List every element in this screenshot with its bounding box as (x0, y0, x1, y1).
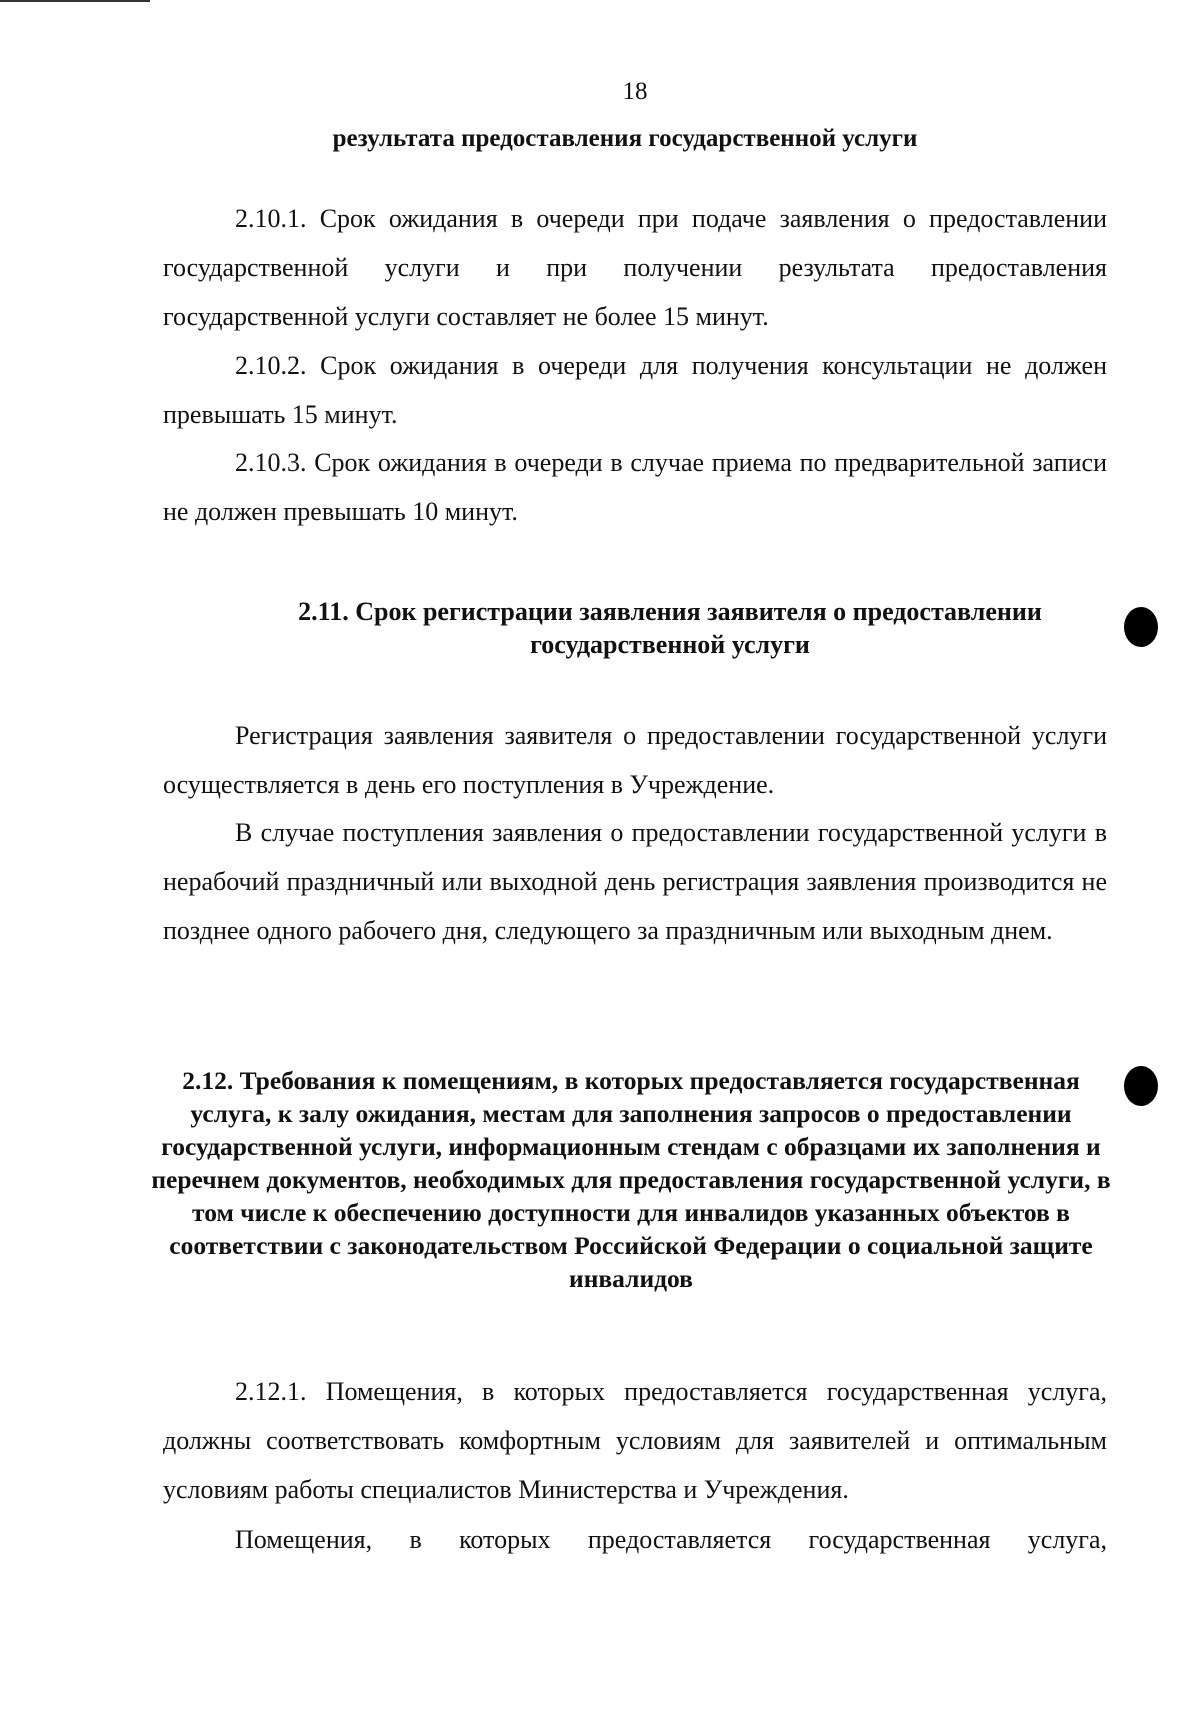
section-heading-2-12: 2.12. Требования к помещениям, в которых предоставляется государственная услуга, к залу ожидания, местам для заполнения запросов о предоставлении государственной услуги, информационным стендам с образцами их заполнения и перечнем документов, необходимых для предоставления государственной услуги, в том числе к обеспечению доступности для инвалидов указанных объектов в соответствии с законодательством Российской Федерации о социальной защите инвалидов (151, 1066, 1111, 1293)
paragraph-registration-2: В случае поступления заявления о предоставлении государственной услуги в нерабочий праздничный или выходной день регистрация заявления производится не позднее одного рабочего дня, следующего за праздничным или выходным днем. (163, 818, 1107, 945)
scan-edge-mark (0, 0, 150, 2)
paragraph-premises-continued: Помещения, в которых предоставляется государственная услуга, (235, 1525, 1107, 1554)
punch-hole-top (1124, 607, 1158, 647)
paragraph-2-10-1: 2.10.1. Срок ожидания в очереди при подаче заявления о предоставлении государственной услуги и при получении результата предоставления государственной услуги составляет не более 15 минут. (163, 204, 1107, 331)
section-heading-continuation: результата предоставления государственной услуги (332, 125, 918, 152)
page-number: 18 (622, 78, 648, 105)
paragraph-2-10-3: 2.10.3. Срок ожидания в очереди в случае приема по предварительной записи не должен превышать 10 минут. (163, 448, 1107, 526)
section-heading-2-11: 2.11. Срок регистрации заявления заявителя о предоставлении государственной услуги (298, 597, 1042, 659)
paragraph-2-10-2: 2.10.2. Срок ожидания в очереди для получения консультации не должен превышать 15 минут. (163, 351, 1107, 429)
paragraph-registration-1: Регистрация заявления заявителя о предоставлении государственной услуги осуществляется в день его поступления в Учреждение. (163, 721, 1107, 799)
punch-hole-bottom (1124, 1066, 1158, 1106)
paragraph-2-12-1: 2.12.1. Помещения, в которых предоставляется государственная услуга, должны соответствовать комфортным условиям для заявителей и оптимальным условиям работы специалистов Министерства и Учреждения. (163, 1377, 1107, 1504)
